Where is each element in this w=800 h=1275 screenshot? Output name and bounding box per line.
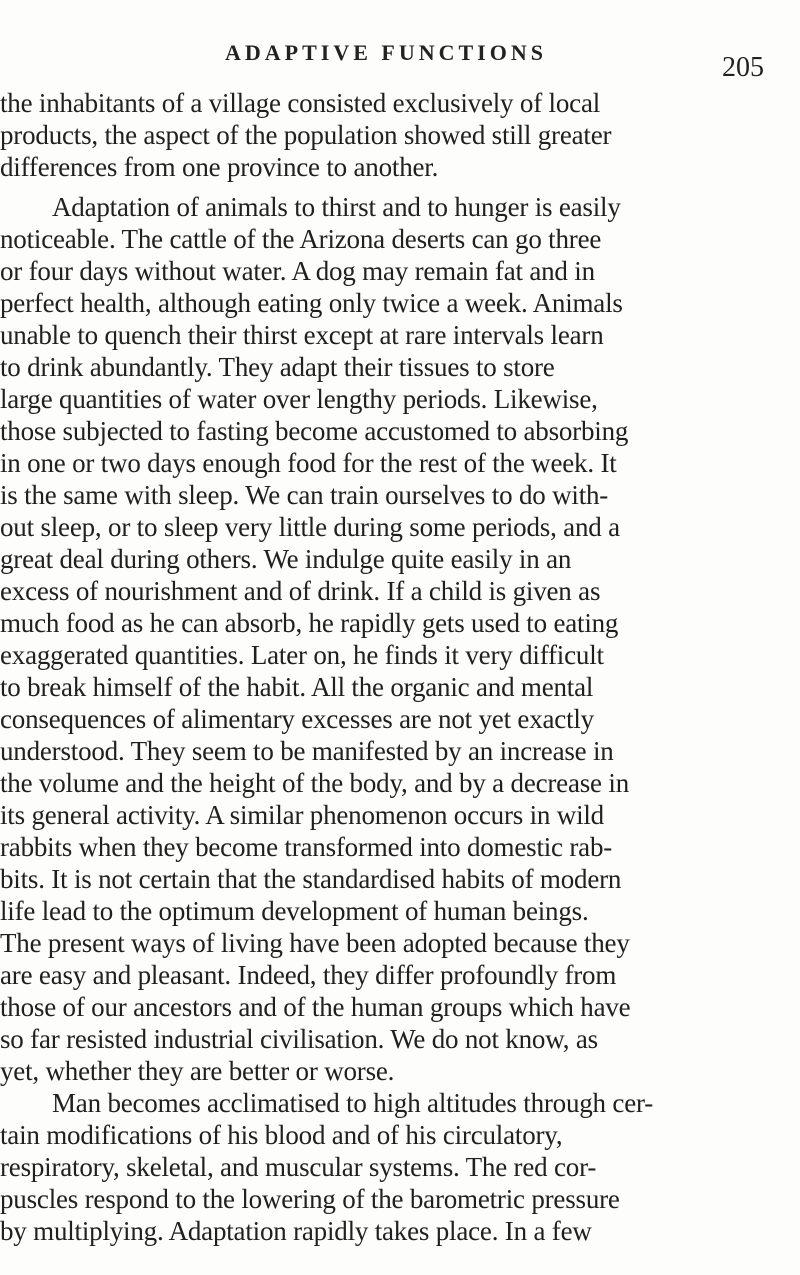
text-line: puscles respond to the lowering of the barometric pressure [0,1184,620,1214]
text-line: is the same with sleep. We can train ourselves to do with- [0,480,609,510]
text-line: yet, whether they are better or worse. [0,1056,395,1086]
text-line: excess of nourishment and of drink. If a child is given as [0,576,601,606]
text-line: noticeable. The cattle of the Arizona deserts can go three [0,224,602,254]
text-line: Man becomes acclimatised to high altitudes through cer- [52,1088,654,1118]
text-line: or four days without water. A dog may remain fat and in [0,256,595,286]
text-line: The present ways of living have been adopted because they [0,928,630,958]
text-line: those of our ancestors and of the human groups which have [0,992,631,1022]
text-line: to break himself of the habit. All the organic and mental [0,672,594,702]
text-line: respiratory, skeletal, and muscular systems. The red cor- [0,1152,597,1182]
text-line: rabbits when they become transformed into domestic rab- [0,832,613,862]
text-line: perfect health, although eating only twice a week. Animals [0,288,623,318]
text-line: much food as he can absorb, he rapidly gets used to eating [0,608,619,638]
text-line: its general activity. A similar phenomenon occurs in wild [0,800,604,830]
text-line: products, the aspect of the population showed still greater [0,120,612,150]
page-number: 205 [722,52,764,83]
text-line: in one or two days enough food for the rest of the week. It [0,448,617,478]
text-line: to drink abundantly. They adapt their tissues to store [0,352,555,382]
running-title: ADAPTIVE FUNCTIONS [225,40,547,65]
text-line: understood. They seem to be manifested by an increase in [0,736,614,766]
text-line: great deal during others. We indulge quite easily in an [0,544,572,574]
text-line: consequences of alimentary excesses are not yet exactly [0,704,594,734]
body-text [0,88,800,1258]
text-line: exaggerated quantities. Later on, he finds it very difficult [0,640,604,670]
running-head [0,40,800,83]
text-line: bits. It is not certain that the standardised habits of modern [0,864,622,894]
text-line: Adaptation of animals to thirst and to hunger is easily [52,192,621,222]
text-line: tain modifications of his blood and of his circulatory, [0,1120,563,1150]
text-line: out sleep, or to sleep very little during some periods, and a [0,512,620,542]
text-line: unable to quench their thirst except at rare intervals learn [0,320,604,350]
text-line: differences from one province to another. [0,152,439,182]
text-line: those subjected to fasting become accustomed to absorbing [0,416,629,446]
text-line: so far resisted industrial civilisation. We do not know, as [0,1024,598,1054]
text-line: are easy and pleasant. Indeed, they differ profoundly from [0,960,617,990]
text-line: the inhabitants of a village consisted exclusively of local [0,88,601,118]
text-line: large quantities of water over lengthy periods. Likewise, [0,384,598,414]
text-line: the volume and the height of the body, and by a decrease in [0,768,629,798]
text-line: life lead to the optimum development of human beings. [0,896,589,926]
text-line: by multiplying. Adaptation rapidly takes place. In a few [0,1216,592,1246]
